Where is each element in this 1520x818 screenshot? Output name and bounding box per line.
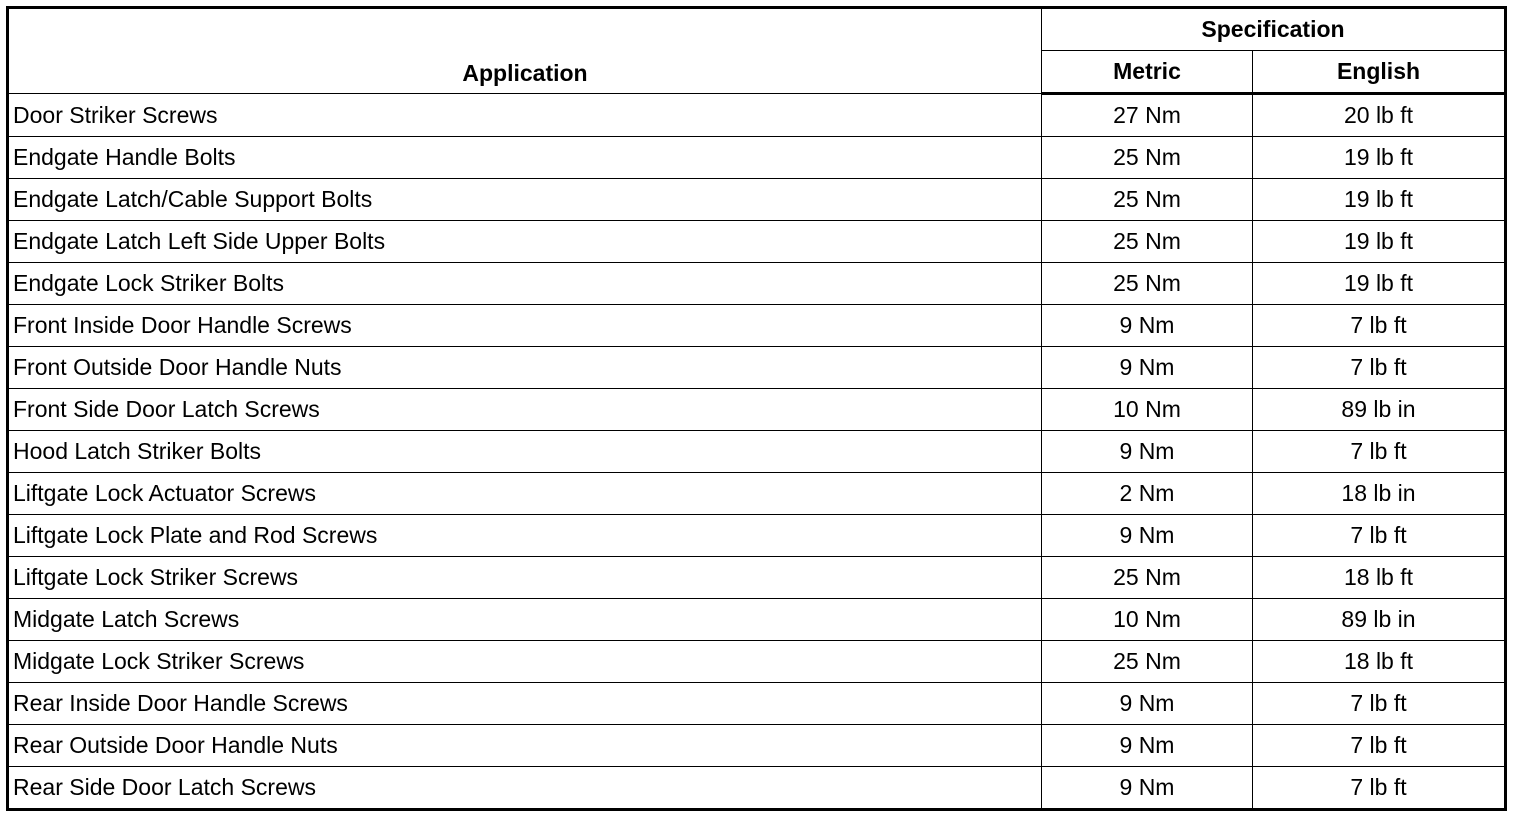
metric-value-cell: 27 Nm — [1042, 94, 1253, 137]
metric-value-cell: 25 Nm — [1042, 263, 1253, 305]
metric-value-cell: 25 Nm — [1042, 641, 1253, 683]
application-cell: Rear Inside Door Handle Screws — [8, 683, 1042, 725]
table-row — [8, 263, 1506, 305]
application-cell: Midgate Latch Screws — [8, 599, 1042, 641]
header-row-top — [8, 8, 1506, 51]
english-column-header: English — [1253, 51, 1506, 94]
metric-value-cell: 25 Nm — [1042, 557, 1253, 599]
metric-value-cell: 25 Nm — [1042, 179, 1253, 221]
table-row — [8, 557, 1506, 599]
table-row — [8, 515, 1506, 557]
table-row — [8, 683, 1506, 725]
application-cell: Endgate Latch Left Side Upper Bolts — [8, 221, 1042, 263]
table-row — [8, 473, 1506, 515]
metric-column-header: Metric — [1042, 51, 1253, 94]
application-column-header: Application — [8, 8, 1042, 94]
metric-value-cell: 9 Nm — [1042, 725, 1253, 767]
table-row — [8, 431, 1506, 473]
application-cell: Liftgate Lock Striker Screws — [8, 557, 1042, 599]
metric-value-cell: 10 Nm — [1042, 389, 1253, 431]
metric-value-cell: 9 Nm — [1042, 347, 1253, 389]
english-value-cell: 18 lb in — [1253, 473, 1506, 515]
metric-value-cell: 9 Nm — [1042, 431, 1253, 473]
application-cell: Midgate Lock Striker Screws — [8, 641, 1042, 683]
english-value-cell: 7 lb ft — [1253, 305, 1506, 347]
application-cell: Door Striker Screws — [8, 94, 1042, 137]
table-row — [8, 767, 1506, 810]
metric-value-cell: 9 Nm — [1042, 683, 1253, 725]
table-row — [8, 725, 1506, 767]
application-cell: Front Side Door Latch Screws — [8, 389, 1042, 431]
table-row — [8, 94, 1506, 137]
table-row — [8, 305, 1506, 347]
application-cell: Rear Outside Door Handle Nuts — [8, 725, 1042, 767]
application-cell: Front Outside Door Handle Nuts — [8, 347, 1042, 389]
application-cell: Liftgate Lock Actuator Screws — [8, 473, 1042, 515]
metric-value-cell: 25 Nm — [1042, 137, 1253, 179]
english-value-cell: 19 lb ft — [1253, 137, 1506, 179]
application-cell: Hood Latch Striker Bolts — [8, 431, 1042, 473]
application-cell: Liftgate Lock Plate and Rod Screws — [8, 515, 1042, 557]
english-value-cell: 7 lb ft — [1253, 767, 1506, 810]
table-body — [8, 94, 1506, 810]
english-value-cell: 19 lb ft — [1253, 263, 1506, 305]
metric-value-cell: 25 Nm — [1042, 221, 1253, 263]
english-value-cell: 7 lb ft — [1253, 515, 1506, 557]
metric-value-cell: 9 Nm — [1042, 767, 1253, 810]
table-row — [8, 599, 1506, 641]
table-row — [8, 137, 1506, 179]
application-cell: Endgate Handle Bolts — [8, 137, 1042, 179]
metric-value-cell: 10 Nm — [1042, 599, 1253, 641]
application-cell: Endgate Latch/Cable Support Bolts — [8, 179, 1042, 221]
metric-value-cell: 9 Nm — [1042, 515, 1253, 557]
specification-column-header: Specification — [1042, 8, 1506, 51]
application-cell: Rear Side Door Latch Screws — [8, 767, 1042, 810]
application-cell: Front Inside Door Handle Screws — [8, 305, 1042, 347]
english-value-cell: 7 lb ft — [1253, 431, 1506, 473]
english-value-cell: 7 lb ft — [1253, 725, 1506, 767]
table-header — [8, 8, 1506, 94]
english-value-cell: 7 lb ft — [1253, 683, 1506, 725]
metric-value-cell: 2 Nm — [1042, 473, 1253, 515]
table-row — [8, 389, 1506, 431]
english-value-cell: 18 lb ft — [1253, 557, 1506, 599]
table-row — [8, 221, 1506, 263]
fastener-specifications-table — [6, 6, 1507, 811]
english-value-cell: 89 lb in — [1253, 389, 1506, 431]
table-row — [8, 641, 1506, 683]
english-value-cell: 18 lb ft — [1253, 641, 1506, 683]
english-value-cell: 7 lb ft — [1253, 347, 1506, 389]
english-value-cell: 19 lb ft — [1253, 179, 1506, 221]
english-value-cell: 19 lb ft — [1253, 221, 1506, 263]
english-value-cell: 89 lb in — [1253, 599, 1506, 641]
metric-value-cell: 9 Nm — [1042, 305, 1253, 347]
table-row — [8, 347, 1506, 389]
table-row — [8, 179, 1506, 221]
english-value-cell: 20 lb ft — [1253, 94, 1506, 137]
application-cell: Endgate Lock Striker Bolts — [8, 263, 1042, 305]
